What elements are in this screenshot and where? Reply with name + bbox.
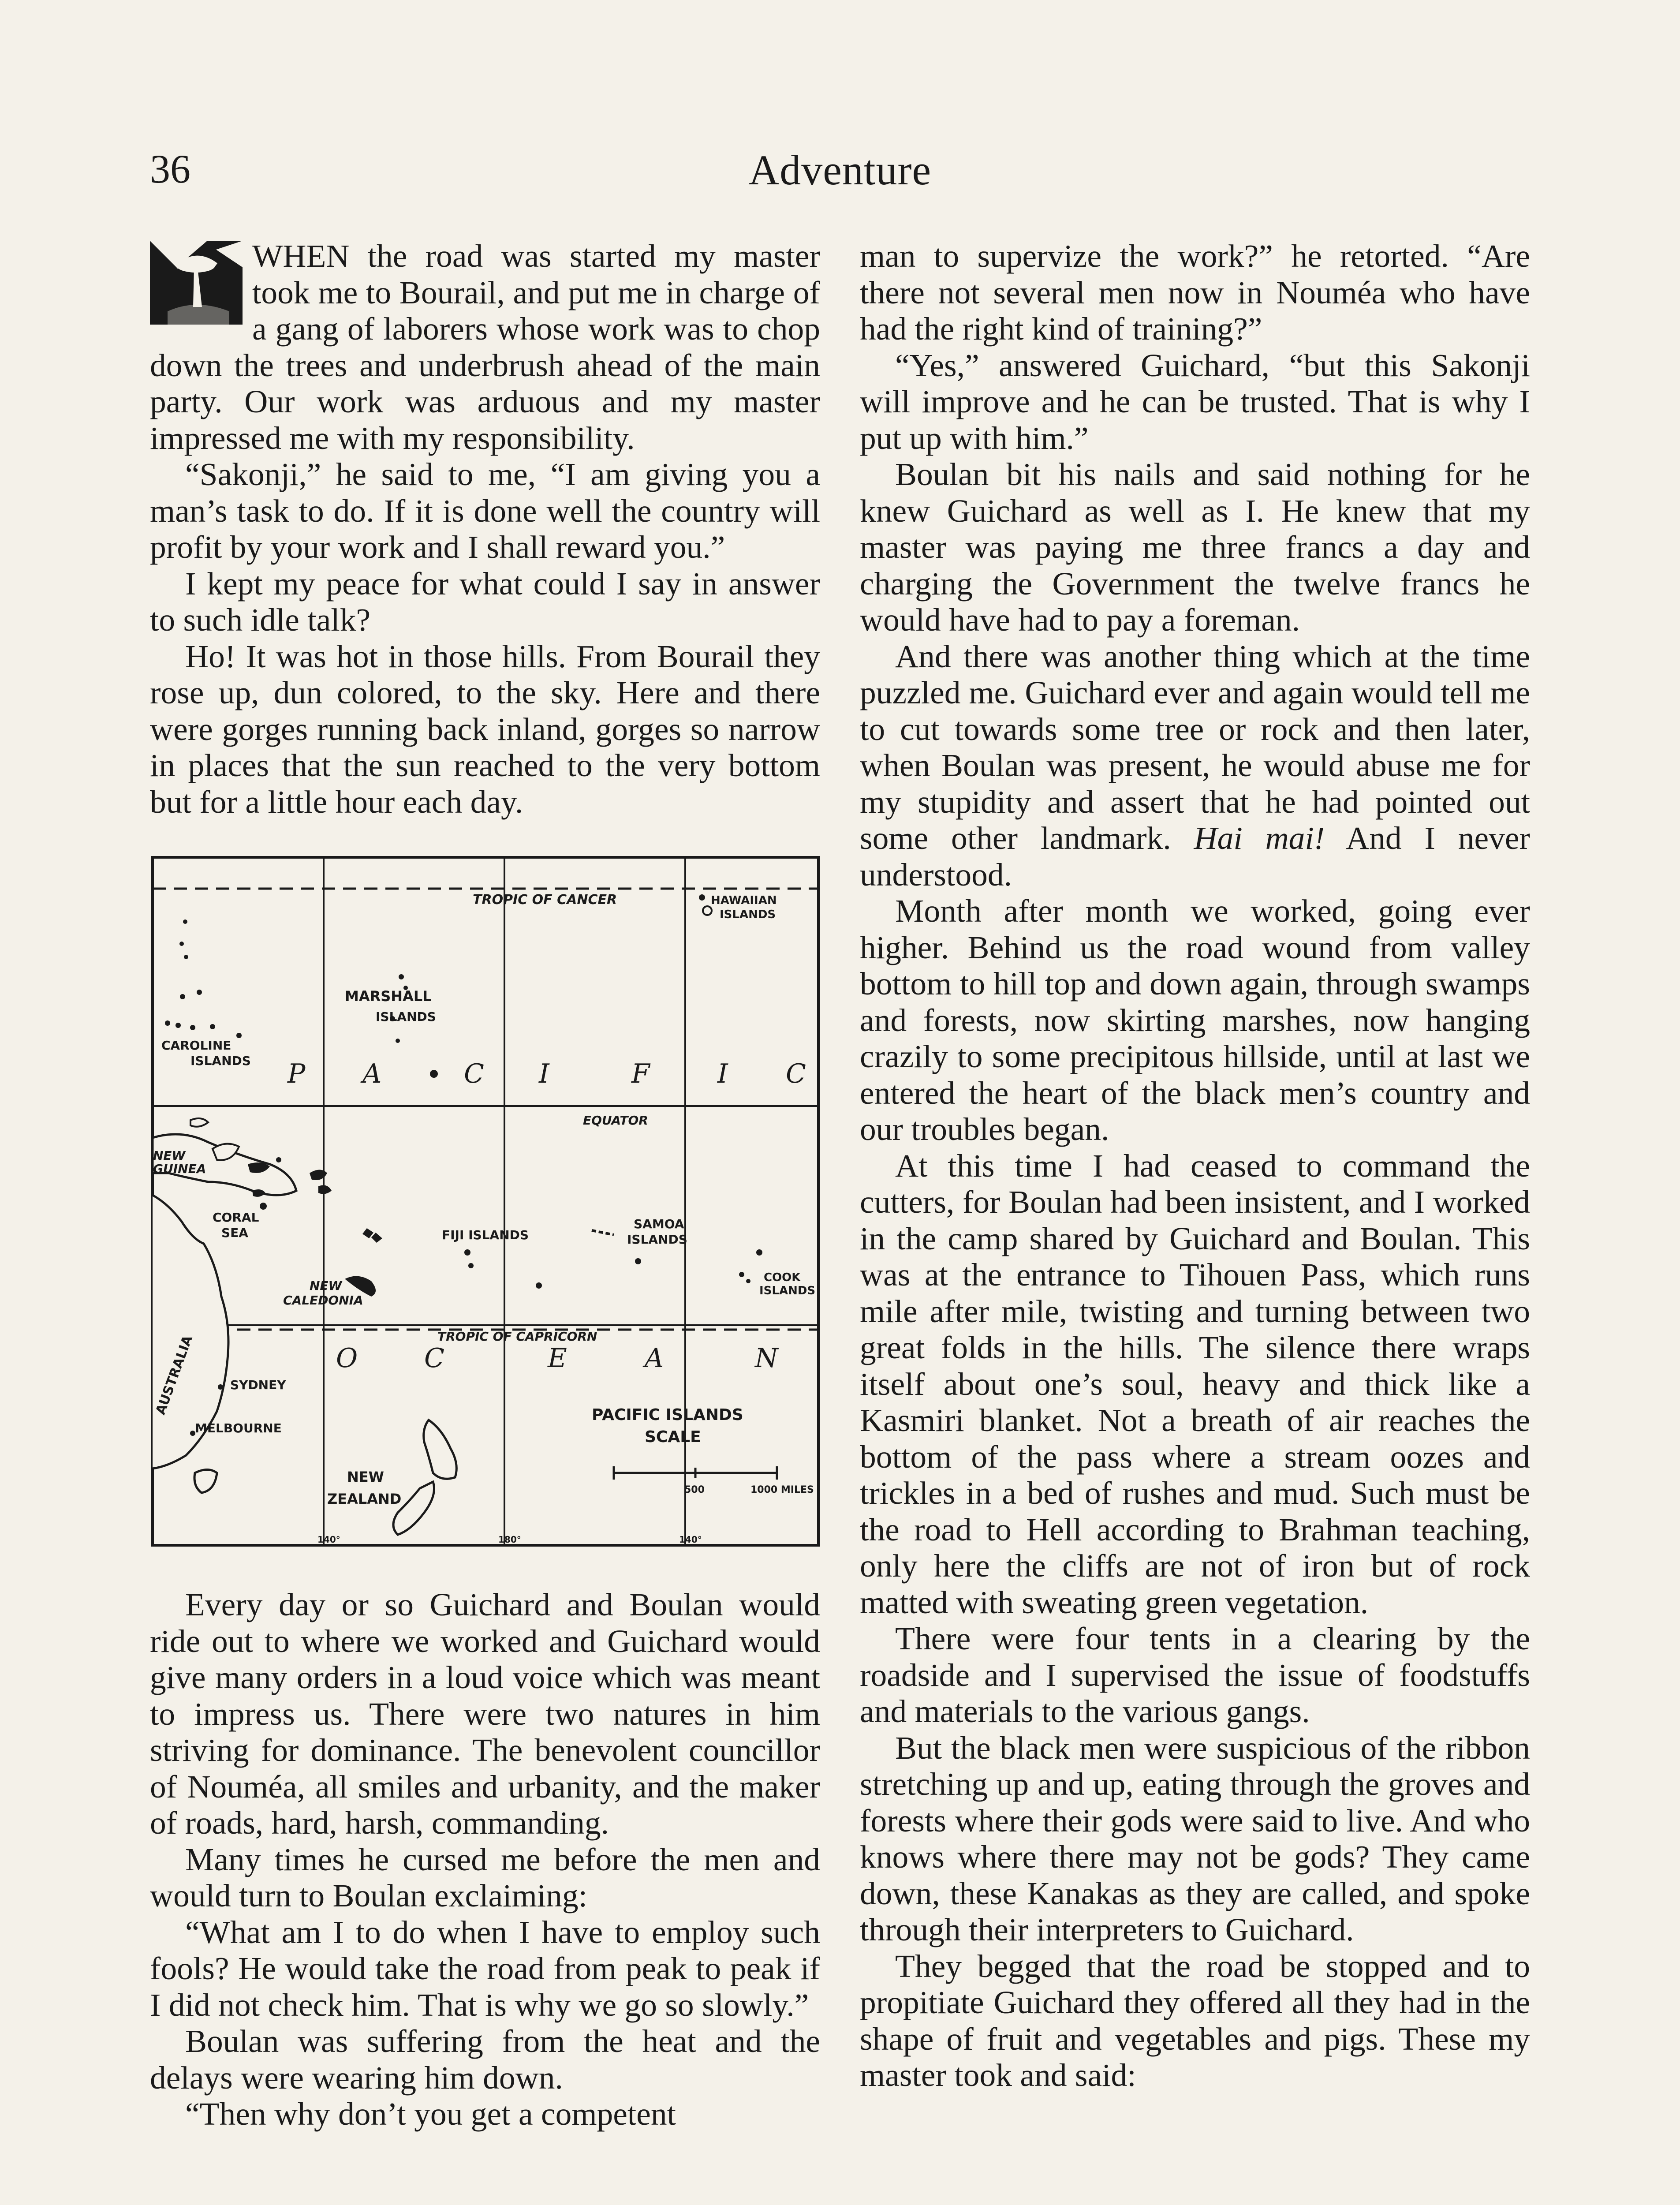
ocean-letter: C <box>786 1058 806 1089</box>
paragraph: Boulan was suffering from the heat and the delays were wearing him down. <box>150 2023 820 2096</box>
paragraph: Every day or so Guichard and Boulan would ride out to where we worked and Guichard would give many orders in a loud voice which was meant to impress us. There were two natures in him striving for dominance. The benevolent councillor of Nouméa, all smiles and urbanity, and the maker of roads, hard, harsh, commanding. <box>150 1587 820 1841</box>
italic-exclamation: Hai mai! <box>1194 820 1325 856</box>
paragraph: man to supervize the work?” he retorted. “Are there not several men now in Nouméa who have had the right kind of training?” <box>860 238 1530 347</box>
new-caledonia-label-1: NEW <box>310 1278 342 1293</box>
new-guinea-label-1: NEW <box>153 1148 186 1163</box>
tropic-of-cancer-label: TROPIC OF CANCER <box>473 892 617 908</box>
tropic-of-capricorn-label: TROPIC OF CAPRICORN <box>437 1329 597 1344</box>
ocean-letter: F <box>631 1058 650 1089</box>
paragraph: “What am I to do when I have to employ such fools? He would take the road from peak to peak if I did not check him. That is why we go so slowly.” <box>150 1914 820 2023</box>
samoa-label-1: SAMOA <box>634 1217 684 1231</box>
paragraph: There were four tents in a clearing by the roadside and I supervised the issue of foodstuffs and materials to the various gangs. <box>860 1621 1530 1729</box>
hawaiian-label-2: ISLANDS <box>720 908 776 921</box>
right-column <box>860 238 1530 2094</box>
paragraph: But the black men were suspicious of the ribbon stretching up and up, eating through the groves and forests where their gods were said to live. And who knows where there may not be gods? They came down, these Kanakas as they are called, and spoke through their interpreters to Guichard. <box>860 1730 1530 1947</box>
paragraph: Boulan bit his nails and said nothing for he knew Guichard as well as I. He knew that my master was paying me three francs a day and charging the Government the twelve francs he would have had to pay a foreman. <box>860 456 1530 638</box>
paragraph: “Then why don’t you get a competent <box>185 2096 676 2132</box>
dropcap-illustration <box>150 241 243 325</box>
cook-label-1: COOK <box>764 1271 801 1284</box>
australia-label: AUSTRALIA <box>153 1333 196 1417</box>
cook-label-2: ISLANDS <box>759 1284 816 1297</box>
melbourne-label: MELBOURNE <box>195 1421 282 1435</box>
scale-1000-label: 1000 MILES <box>750 1484 814 1495</box>
paragraph: “Yes,” answered Guichard, “but this Sakonji will improve and he can be trusted. That is why I put up with him.” <box>860 347 1530 456</box>
ocean-letter: I <box>717 1058 728 1089</box>
fiji-label: FIJI ISLANDS <box>442 1228 529 1242</box>
left-column <box>150 238 820 2133</box>
coral-sea-label-1: CORAL <box>213 1210 259 1225</box>
scale-title-2: SCALE <box>645 1428 701 1446</box>
coral-sea-label-2: SEA <box>221 1226 248 1240</box>
paragraph: They begged that the road be stopped and to propitiate Guichard they offered all they had in the shape of fruit and vegetables and pigs. These my master took and said: <box>860 1948 1530 2093</box>
ocean-letter: O <box>336 1343 358 1374</box>
paragraph-text: And there was another thing which at the time puzzled me. Guichard ever and again would tell me to cut towards some tree or rock and then later, when Boulan was present, he would abuse me for my stupidity and assert that he had pointed out some other landmark. <box>860 638 1530 856</box>
ocean-letter: P <box>287 1058 306 1089</box>
samoa-label-2: ISLANDS <box>627 1232 687 1247</box>
ocean-letter: C <box>424 1343 444 1374</box>
running-title: Adventure <box>748 146 932 194</box>
ocean-letter: A <box>362 1058 382 1089</box>
sydney-label: SYDNEY <box>230 1378 286 1392</box>
paragraph-text: And I never understood. <box>860 820 1530 893</box>
new-zealand-label-1: NEW <box>347 1469 384 1485</box>
longitude-label: 140° <box>317 1534 340 1545</box>
longitude-label: 140° <box>679 1534 702 1545</box>
paragraph: Month after month we worked, going ever higher. Behind us the road wound from valley bottom to hill top and down again, through swamps and forests, now skirting marshes, now hanging crazily to some precipitous hillside, until at last we entered the heart of the black men’s country and our troubles began. <box>860 893 1530 1147</box>
new-zealand-label-2: ZEALAND <box>327 1491 402 1507</box>
page-number: 36 <box>150 146 190 191</box>
paragraph <box>860 639 1530 893</box>
ocean-letter: A <box>645 1343 664 1374</box>
caroline-label-2: ISLANDS <box>190 1054 251 1068</box>
hawaiian-label-1: HAWAIIAN <box>711 894 777 907</box>
ocean-letter: I <box>539 1058 549 1089</box>
scale-500-label: 500 <box>684 1484 705 1495</box>
new-caledonia-label-2: CALEDONIA <box>283 1293 363 1308</box>
ocean-letter: C <box>464 1058 484 1089</box>
pacific-islands-map <box>151 856 820 1547</box>
paragraph: “Sakonji,” he said to me, “I am giving you a man’s task to do. If it is done well the country will profit by your work and I shall reward you.” <box>150 456 820 565</box>
equator-label: EQUATOR <box>583 1113 648 1128</box>
map-figure <box>151 856 820 1547</box>
page-header <box>0 146 1680 198</box>
paragraph: Many times he cursed me before the men and would turn to Boulan exclaiming: <box>150 1841 820 1913</box>
new-guinea-label-2: GUINEA <box>153 1162 206 1176</box>
paragraph: WHEN the road was started my master took me to Bourail, and put me in charge of a gang of laborers whose work was to chop down the trees and underbrush ahead of the main party. Our work was arduous and my master impressed me with my responsibility. <box>150 238 820 456</box>
paragraph: Ho! It was hot in those hills. From Bourail they rose up, dun colored, to the sky. Here and there were gorges running back inland, gorges so narrow in places that the sun reached to the very bottom but for a little hour each day. <box>150 638 820 820</box>
longitude-label: 180° <box>498 1534 521 1545</box>
ocean-letter: E <box>548 1343 567 1374</box>
palm-tree-icon <box>150 241 243 325</box>
caroline-label-1: CAROLINE <box>161 1038 231 1053</box>
ocean-letter: N <box>755 1343 778 1374</box>
marshall-label-1: MARSHALL <box>345 988 432 1005</box>
paragraph: I kept my peace for what could I say in answer to such idle talk? <box>150 565 820 638</box>
scale-title-1: PACIFIC ISLANDS <box>592 1406 743 1424</box>
paragraph: At this time I had ceased to command the cutters, for Boulan had been insistent, and I worked in the camp shared by Guichard and Boulan. This was at the entrance to Tihouen Pass, which runs mile after mile, twisting and turning between two great folds in the hills. The silence there wraps itself about one’s soul, heavy and thick like a Kasmiri blanket. Not a breath of air reaches the bottom of the pass where a stream oozes and trickles in a bed of rushes and mud. Such must be the road to Hell according to Brahman teaching, only here the cliffs are not of iron but of rock matted with sweating green vegetation. <box>860 1147 1530 1620</box>
marshall-label-2: ISLANDS <box>376 1009 436 1024</box>
